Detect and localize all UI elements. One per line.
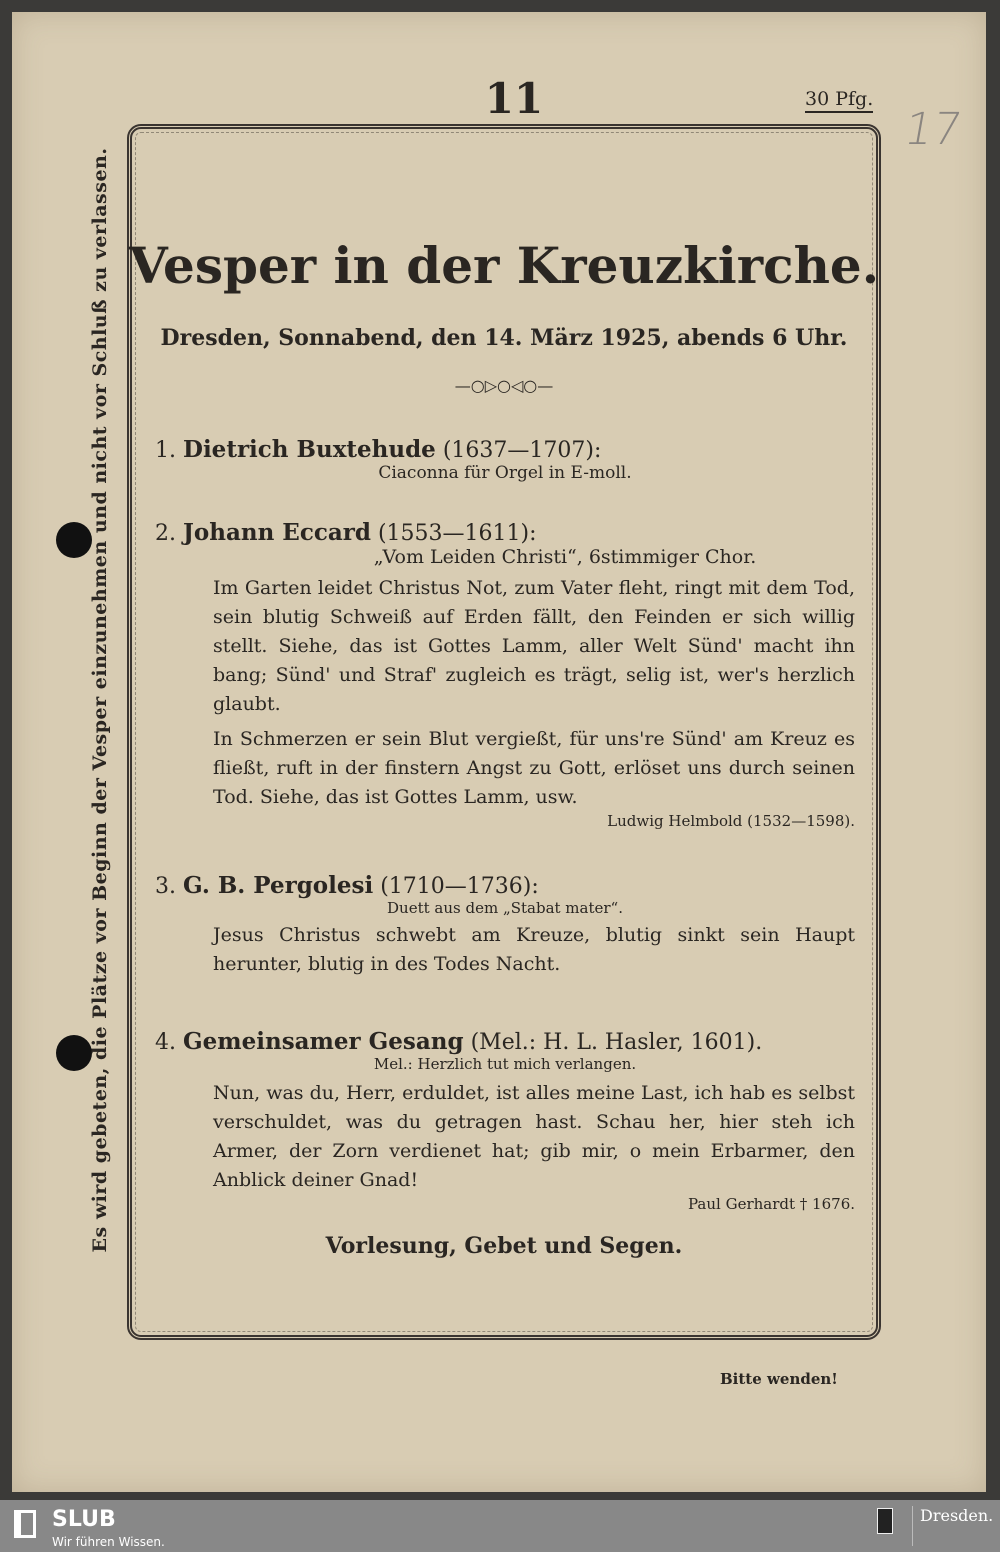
work: „Vom Leiden Christi“, 6stimmiger Chor.	[373, 546, 757, 568]
composer: G. B. Pergolesi	[183, 872, 374, 899]
divider	[912, 1506, 913, 1546]
dresden-logo[interactable]: Dresden.	[920, 1506, 994, 1525]
work: Ciaconna für Orgel in E-moll.	[378, 463, 632, 483]
program-item: 3. G. B. Pergolesi (1710—1736): Duett aus dem „Stabat mater“. Jesus Christus schwebt am Kreuze, blutig sinkt sein Haupt herunter, blutig in des Todes Nacht.	[155, 872, 855, 979]
melody: Mel.: Herzlich tut mich verlangen.	[373, 1055, 637, 1073]
ornament: —○▷○◁○—	[454, 376, 554, 395]
handwritten-number: 17	[900, 104, 966, 155]
verse: Nun, was du, Herr, erduldet, ist alles meine Last, ich hab es selbst verschuldet, was du getragen hast. Schau her, hier steh ich Armer, der Zorn verdienet hat; gib mir, o mein Erbarmer, den Anblick deiner Gnad!	[213, 1082, 855, 1191]
verse: In Schmerzen er sein Blut vergießt, für uns're Sünd' am Kreuz es fließt, ruft in der finstern Angst zu Gott, erlöset uns durch seinen Tod. Siehe, das ist Gottes Lamm, usw.	[213, 728, 855, 808]
turn-page-note: Bitte wenden!	[720, 1370, 838, 1388]
program-item: 1. Dietrich Buxtehude (1637—1707): Ciaconna für Orgel in E-moll.	[155, 436, 855, 483]
page-title: Vesper in der Kreuzkirche.	[128, 236, 880, 295]
verse: Im Garten leidet Christus Not, zum Vater fleht, ringt mit dem Tod, sein blutig Schweiß auf Erden fällt, den Feinden er sich willig stellt. Siehe, das ist Gottes Lamm, aller Welt Sünd' macht ihn bang; Sünd' und Straf' zugleich es trägt, selig ist, wer's herzlich glaubt.	[213, 577, 855, 715]
lyricist: Paul Gerhardt † 1676.	[688, 1195, 855, 1213]
program-item: 4. Gemeinsamer Gesang (Mel.: H. L. Hasler, 1601). Mel.: Herzlich tut mich verlangen. Nun, was du, Herr, erduldet, ist alles meine Last, ich hab es selbst verschuldet, was du getragen hast. Schau her, hier steh ich Armer, der Zorn verdienet hat; gib mir, o mein Erbarmer, den Anblick deiner Gnad! Paul Gerhardt † 1676.	[155, 1028, 855, 1213]
closing-line: Vorlesung, Gebet und Segen.	[325, 1233, 683, 1259]
lyricist: Ludwig Helmbold (1532—1598).	[607, 812, 855, 830]
coat-of-arms-icon	[877, 1508, 893, 1534]
punch-hole	[56, 1035, 92, 1071]
composer: Johann Eccard	[183, 519, 371, 546]
program-item: 2. Johann Eccard (1553—1611): „Vom Leiden Christi“, 6stimmiger Chor. Im Garten leidet Christus Not, zum Vater fleht, ringt mit dem Tod, sein blutig Schweiß auf Erden fällt, den Feinden er sich willig stellt. Siehe, das ist Gottes Lamm, aller Welt Sünd' macht ihn bang; Sünd' und Straf' zugleich es trägt, selig ist, wer's herzlich glaubt. In Schmerzen er sein Blut vergießt, für uns're Sünd' am Kreuz es fließt, ruft in der finstern Angst zu Gott, erlöset uns durch seinen Tod. Siehe, das ist Gottes Lamm, usw. Ludwig Helmbold (1532—1598).	[155, 519, 855, 830]
verse: Jesus Christus schwebt am Kreuze, blutig sinkt sein Haupt herunter, blutig in des Todes Nacht.	[213, 924, 855, 975]
subtitle: Dresden, Sonnabend, den 14. März 1925, abends 6 Uhr.	[160, 325, 848, 351]
work: Duett aus dem „Stabat mater“.	[387, 899, 623, 917]
punch-hole	[56, 522, 92, 558]
slub-tagline: Wir führen Wissen.	[52, 1535, 165, 1549]
composer: Gemeinsamer Gesang	[183, 1028, 464, 1055]
slub-brand[interactable]: SLUB	[52, 1507, 116, 1532]
price: 30 Pfg.	[805, 88, 873, 113]
composer: Dietrich Buxtehude	[183, 436, 436, 463]
footer-bar	[0, 1500, 1000, 1552]
slub-logo-icon	[14, 1510, 36, 1538]
program-number: 11	[484, 74, 544, 123]
side-note: Es wird gebeten, die Plätze vor Beginn der Vesper einzunehmen und nicht vor Schluß zu verlassen.	[89, 147, 111, 1253]
